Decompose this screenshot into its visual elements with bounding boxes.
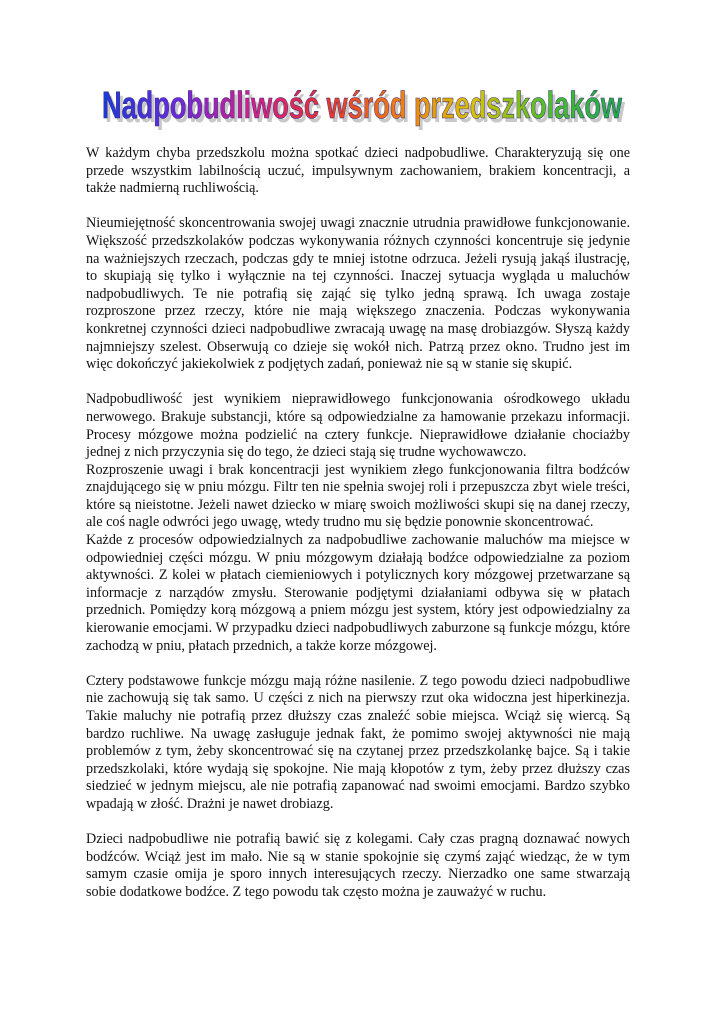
title-text: Nadpobudliwość wśród przedszkolaków bbox=[102, 85, 623, 127]
paragraph-4: Rozproszenie uwagi i brak koncentracji jest wynikiem złego funkcjonowania filtra bodźców znajdującego się w pniu mózgu. Filtr ten nie spełnia swojej roli i przepuszcza zbyt wiele treści, które są nieistotne. Jeżeli nawet dziecko w miarę swoich możliwości skupi się na danej rzeczy, ale coś nagle odwróci jego uwagę, wtedy trudno mu się będzie ponownie skoncentrować. bbox=[86, 461, 630, 531]
paragraph-6: Cztery podstawowe funkcje mózgu mają różne nasilenie. Z tego powodu dzieci nadpobudliwe nie zachowują się tak samo. U części z nich na pierwszy rzut oka widoczna jest hiperkinezja. Takie maluchy nie potrafią przez dłuższy czas znaleźć sobie miejsca. Wciąż się wiercą. Są bardzo ruchliwe. Na uwagę zasługuje jednak fakt, że pomimo swojej aktywności nie mają problemów z tym, żeby skoncentrować się na czytanej przez przedszkolankę bajce. Są i takie przedszkolaki, które wydają się spokojne. Nie mają kłopotów z tym, żeby przez dłuższy czas siedzieć w jednym miejscu, ale nie potrafią zapanować nad swoimi emocjami. Bardzo szybko wpadają w złość. Drażni je nawet drobiazg. bbox=[86, 672, 630, 812]
paragraph-5: Każde z procesów odpowiedzialnych za nadpobudliwe zachowanie maluchów ma miejsce w odpowiedniej części mózgu. W pniu mózgowym działają bodźce odpowiedzialne za poziom aktywności. Z kolei w płatach ciemieniowych i potylicznych kory mózgowej przetwarzane są informacje z narządów zmysłu. Sterowanie podjętymi działaniami odbywa się w płatach przednich. Pomiędzy korą mózgową a pniem mózgu jest system, który jest odpowiedzialny za kierowanie emocjami. W przypadku dzieci nadpobudliwych zaburzone są funkcje mózgu, które zachodzą w pniu, płatach przednich, a także korze mózgowej. bbox=[86, 532, 630, 654]
paragraph-7: Dzieci nadpobudliwe nie potrafią bawić się z kolegami. Cały czas pragną doznawać nowych bodźców. Wciąż jest im mało. Nie są w stanie spokojnie się czymś zająć wiedząc, że w tym samym czasie omija je sporo innych interesujących rzeczy. Nierzadko one same stwarzają sobie dodatkowe bodźce. Z tego powodu tak często można je zauważyć w ruchu. bbox=[86, 831, 630, 900]
document-body bbox=[86, 145, 630, 919]
paragraph-1: W każdym chyba przedszkolu można spotkać dzieci nadpobudliwe. Charakteryzują się one przede wszystkim labilnością uczuć, impulsywnym zachowaniem, brakiem koncentracji, a także nadmierną ruchliwością. bbox=[86, 145, 630, 197]
paragraph-2: Nieumiejętność skoncentrowania swojej uwagi znacznie utrudnia prawidłowe funkcjonowanie. Większość przedszkolaków podczas wykonywania różnych czynności koncentruje się jedynie na ważniejszych rzeczach, podczas gdy te mniej istotne odrzuca. Jeżeli rysują jakąś ilustrację, to skupiają się tylko i wyłącznie na tej czynności. Inaczej sytuacja wygląda u maluchów nadpobudliwych. Te nie potrafią się zająć się tylko jedną sprawą. Ich uwaga zostaje rozproszone przez rzeczy, które nie mają większego znaczenia. Podczas wykonywania konkretnej czynności dzieci nadpobudliwe zwracają uwagę na masę drobiazgów. Słyszą każdy najmniejszy szelest. Obserwują co dzieje się wokół nich. Patrzą przez okno. Trudno jest im więc dokończyć jakiekolwiek z podjętych zadań, ponieważ nie są w stanie się skupić. bbox=[86, 215, 630, 373]
document-title bbox=[0, 78, 724, 134]
paragraph-3: Nadpobudliwość jest wynikiem nieprawidłowego funkcjonowania ośrodkowego układu nerwowego. Brakuje substancji, które są odpowiedzialne za hamowanie przekazu informacji. Procesy mózgowe można podzielić na cztery funkcje. Nieprawidłowe działanie chociażby jednej z nich przyczynia się do tego, że dzieci stają się trudne wychowawczo. bbox=[86, 391, 630, 461]
title-wordart bbox=[0, 78, 724, 134]
title-text-shadow: Nadpobudliwość wśród przedszkolaków bbox=[105, 89, 626, 131]
